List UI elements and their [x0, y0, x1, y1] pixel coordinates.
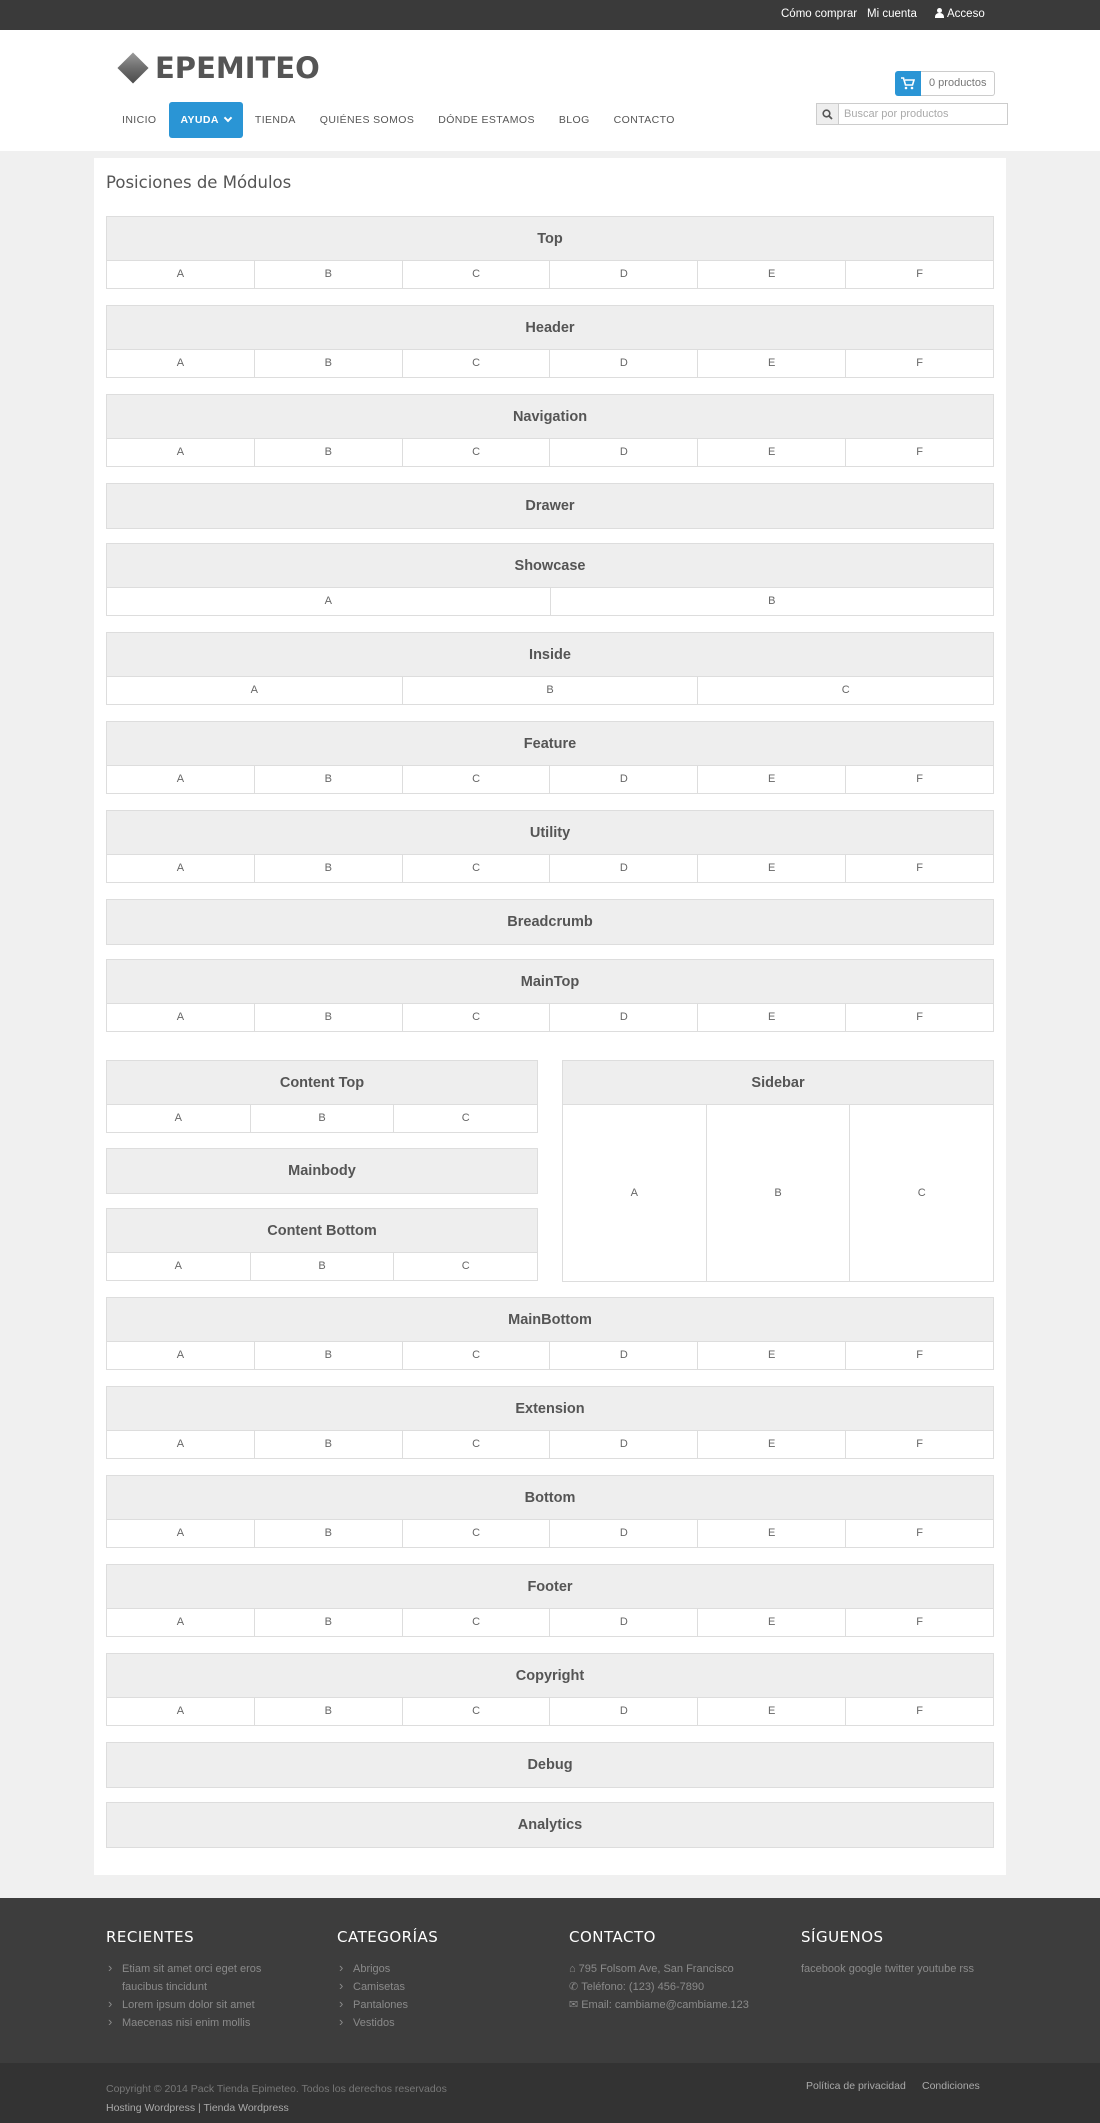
module-title: Top: [107, 217, 993, 261]
footer-recientes-title: RECIENTES: [106, 1928, 195, 1946]
module-drawer: [106, 483, 994, 529]
module-position-cell: F: [916, 773, 923, 785]
module-position-cell: D: [550, 1520, 698, 1547]
footer-siguenos-title: SÍGUENOS: [801, 1928, 884, 1946]
category-link[interactable]: › Pantalones: [337, 1996, 557, 2014]
my-account-link[interactable]: Mi cuenta: [867, 8, 917, 20]
module-positions-row: [107, 261, 993, 288]
module-position-cell: A: [107, 261, 255, 288]
module-position-cell: C: [403, 1004, 551, 1031]
module-positions-row: [107, 855, 993, 882]
nav-item-label: AYUDA: [180, 114, 219, 126]
hosting-link[interactable]: Hosting Wordpress: [106, 2102, 196, 2114]
module-position-cell: E: [698, 766, 846, 793]
module-position-cell: D: [550, 766, 698, 793]
module-position-cell: B: [255, 855, 403, 882]
contact-email[interactable]: [569, 1996, 789, 2014]
recent-post-link[interactable]: › Etiam sit amet orci eget eros faucibus tincidunt: [106, 1960, 281, 1996]
module-position-cell: C: [403, 261, 551, 288]
cart-icon: [895, 71, 921, 96]
module-position-cell: E: [698, 1698, 846, 1725]
module-position-cell: B: [707, 1105, 851, 1281]
module-content-bottom: [106, 1208, 538, 1281]
module-position-cell: A: [107, 1520, 255, 1547]
module-title: Breadcrumb: [107, 900, 993, 944]
module-title: Utility: [107, 811, 993, 855]
module-positions-row: [107, 1342, 993, 1369]
module-position-cell: E: [698, 1609, 846, 1636]
copyright-text: Copyright © 2014 Pack Tienda Epimeteo. Todos los derechos reservados: [106, 2083, 447, 2095]
module-title: MainTop: [107, 960, 993, 1004]
recent-post-link[interactable]: › Maecenas nisi enim mollis: [106, 2014, 326, 2032]
footer-categorias-title: CATEGORÍAS: [337, 1928, 439, 1946]
login-link[interactable]: [935, 8, 985, 20]
module-positions-row: [107, 1609, 993, 1636]
module-copyright: [106, 1653, 994, 1726]
module-positions-row: [107, 1698, 993, 1725]
module-showcase: [106, 543, 994, 616]
module-position-cell: F: [916, 1011, 923, 1023]
module-utility: [106, 810, 994, 883]
module-top: [106, 216, 994, 289]
module-position-cell: D: [550, 439, 698, 466]
social-links[interactable]: facebook google twitter youtube rss: [801, 1963, 975, 1975]
module-position-cell: C: [403, 350, 551, 377]
module-position-cell: D: [550, 1609, 698, 1636]
contact-phone-text: Teléfono: (123) 456-7890: [581, 1981, 705, 1993]
module-title: Content Bottom: [107, 1209, 537, 1253]
module-position-cell: B: [255, 766, 403, 793]
module-position-cell: C: [403, 1609, 551, 1636]
module-positions-row: [107, 766, 993, 793]
module-positions-row: [563, 1105, 993, 1281]
module-title: Mainbody: [107, 1149, 537, 1193]
category-link[interactable]: › Vestidos: [337, 2014, 557, 2032]
envelope-icon: ✉: [569, 1999, 579, 2011]
module-position-cell: C: [841, 684, 850, 696]
bottom-links: [106, 2099, 447, 2118]
module-positions-row: [107, 677, 993, 704]
module-position-cell: E: [698, 1342, 846, 1369]
module-position-cell: D: [550, 261, 698, 288]
module-position-cell: A: [107, 1698, 255, 1725]
module-position-cell: A: [107, 1431, 255, 1458]
conditions-link[interactable]: Condiciones: [922, 2080, 980, 2092]
nav-item-label: BLOG: [558, 114, 590, 126]
phone-icon: ✆: [569, 1981, 579, 1993]
module-position-cell: F: [916, 1438, 923, 1450]
module-position-cell: B: [255, 439, 403, 466]
nav-item-contacto[interactable]: [602, 102, 687, 138]
module-position-cell: A: [107, 677, 403, 704]
module-position-cell: A: [107, 350, 255, 377]
module-position-cell: E: [698, 439, 846, 466]
nav-item-quienes-somos[interactable]: [308, 102, 426, 138]
module-position-cell: C: [403, 1520, 551, 1547]
recent-post-link[interactable]: › Lorem ipsum dolor sit amet: [106, 1996, 326, 2014]
module-position-cell: D: [550, 1342, 698, 1369]
module-title: Bottom: [107, 1476, 993, 1520]
module-positions-row: [107, 439, 993, 466]
module-position-cell: C: [403, 1698, 551, 1725]
module-title: Navigation: [107, 395, 993, 439]
shop-link[interactable]: Tienda Wordpress: [203, 2102, 289, 2114]
module-positions-row: [107, 1520, 993, 1547]
site-footer: [0, 1898, 1100, 2063]
module-title: Drawer: [107, 484, 993, 528]
nav-item-donde-estamos[interactable]: [426, 102, 547, 138]
main-nav: [110, 102, 687, 138]
page-title: Posiciones de Módulos: [106, 173, 292, 192]
module-position-cell: A: [563, 1105, 707, 1281]
module-position-cell: B: [251, 1253, 395, 1280]
module-title: Content Top: [107, 1061, 537, 1105]
module-position-cell: F: [916, 862, 923, 874]
module-position-cell: A: [107, 1253, 251, 1280]
nav-item-inicio[interactable]: [110, 102, 169, 138]
module-navigation: [106, 394, 994, 467]
main-content: [94, 158, 1006, 1875]
module-position-cell: B: [255, 350, 403, 377]
module-positions-row: [107, 1004, 993, 1031]
cart-count: 0 productos: [921, 71, 995, 96]
product-search: [816, 103, 1008, 125]
how-to-buy-link[interactable]: Cómo comprar: [781, 8, 858, 20]
module-mainbody: [106, 1148, 538, 1194]
module-position-cell: B: [255, 1431, 403, 1458]
home-icon: ⌂: [569, 1963, 576, 1975]
link-separator: |: [198, 2102, 201, 2114]
module-position-cell: E: [698, 1004, 846, 1031]
module-title: MainBottom: [107, 1298, 993, 1342]
footer-contacto-title: CONTACTO: [569, 1928, 656, 1946]
module-position-cell: A: [107, 588, 551, 615]
module-maintop: [106, 959, 994, 1032]
module-title: Feature: [107, 722, 993, 766]
module-position-cell: C: [461, 1112, 470, 1124]
module-title: Header: [107, 306, 993, 350]
module-title: Footer: [107, 1565, 993, 1609]
nav-item-ayuda[interactable]: [169, 102, 243, 138]
module-positions-row: [107, 1253, 537, 1280]
module-position-cell: A: [107, 1105, 251, 1132]
module-position-cell: D: [550, 1431, 698, 1458]
module-position-cell: F: [916, 1616, 923, 1628]
search-icon[interactable]: [816, 103, 838, 125]
module-position-cell: D: [550, 1698, 698, 1725]
module-position-cell: E: [698, 855, 846, 882]
contact-phone: [569, 1978, 789, 1996]
footer-siguenos: [801, 1928, 1021, 1978]
category-link[interactable]: › Abrigos: [337, 1960, 557, 1978]
module-position-cell: B: [403, 677, 699, 704]
nav-item-label: QUIÉNES SOMOS: [319, 114, 415, 126]
module-position-cell: F: [916, 1349, 923, 1361]
module-position-cell: D: [550, 1004, 698, 1031]
footer-recientes: [106, 1928, 326, 2032]
module-position-cell: C: [403, 1342, 551, 1369]
module-position-cell: C: [461, 1260, 470, 1272]
module-position-cell: A: [107, 1609, 255, 1636]
module-extension: [106, 1386, 994, 1459]
module-position-cell: A: [107, 855, 255, 882]
nav-item-label: TIENDA: [254, 114, 296, 126]
module-position-cell: E: [698, 350, 846, 377]
module-position-cell: F: [916, 1705, 923, 1717]
contact-address: [569, 1960, 789, 1978]
module-position-cell: C: [403, 766, 551, 793]
nav-item-blog[interactable]: [547, 102, 602, 138]
module-footer: [106, 1564, 994, 1637]
module-title: Showcase: [107, 544, 993, 588]
nav-item-label: DÓNDE ESTAMOS: [438, 114, 535, 126]
logo-diamond-icon: [117, 52, 148, 83]
module-position-cell: F: [916, 357, 923, 369]
module-position-cell: B: [255, 1342, 403, 1369]
module-position-cell: E: [698, 261, 846, 288]
module-position-cell: B: [255, 1004, 403, 1031]
module-position-cell: B: [255, 1520, 403, 1547]
module-mainbottom: [106, 1297, 994, 1370]
user-icon: [935, 8, 944, 18]
module-position-cell: F: [916, 446, 923, 458]
module-position-cell: B: [251, 1105, 395, 1132]
top-bar: [0, 0, 1100, 30]
module-title: Sidebar: [563, 1061, 993, 1105]
module-content-top: [106, 1060, 538, 1133]
contact-email-text: Email: cambiame@cambiame.123: [581, 1999, 749, 2011]
module-title: Analytics: [107, 1803, 993, 1847]
module-position-cell: D: [550, 855, 698, 882]
module-position-cell: A: [107, 1004, 255, 1031]
module-position-cell: A: [107, 439, 255, 466]
module-sidebar: [562, 1060, 994, 1282]
module-analytics: [106, 1802, 994, 1848]
module-title: Copyright: [107, 1654, 993, 1698]
login-label: Acceso: [947, 8, 985, 20]
nav-item-tienda[interactable]: [243, 102, 308, 138]
module-inside: [106, 632, 994, 705]
module-breadcrumb: [106, 899, 994, 945]
module-positions-row: [107, 1431, 993, 1458]
module-title: Extension: [107, 1387, 993, 1431]
module-position-cell: C: [403, 855, 551, 882]
module-position-cell: B: [255, 261, 403, 288]
module-bottom: [106, 1475, 994, 1548]
contact-address-text: 795 Folsom Ave, San Francisco: [578, 1963, 734, 1975]
module-position-cell: B: [255, 1698, 403, 1725]
module-title: Inside: [107, 633, 993, 677]
module-position-cell: B: [255, 1609, 403, 1636]
module-header: [106, 305, 994, 378]
cart-button[interactable]: [895, 71, 995, 96]
module-feature: [106, 721, 994, 794]
module-position-cell: E: [698, 1431, 846, 1458]
copyright-block: [106, 2080, 447, 2118]
nav-item-label: INICIO: [122, 114, 157, 126]
module-position-cell: F: [916, 268, 923, 280]
module-title: Debug: [107, 1743, 993, 1787]
module-position-cell: D: [550, 350, 698, 377]
site-logo[interactable]: [118, 48, 320, 88]
chevron-down-icon: [224, 114, 232, 122]
module-debug: [106, 1742, 994, 1788]
module-positions-row: [107, 350, 993, 377]
nav-item-label: CONTACTO: [613, 114, 675, 126]
module-positions-row: [107, 1105, 537, 1132]
module-position-cell: F: [916, 1527, 923, 1539]
category-link[interactable]: › Camisetas: [337, 1978, 557, 1996]
footer-categorias: [337, 1928, 557, 2032]
module-position-cell: E: [698, 1520, 846, 1547]
module-position-cell: C: [917, 1187, 926, 1199]
logo-text: EPEMITEO: [155, 51, 320, 85]
module-position-cell: C: [403, 1431, 551, 1458]
bottom-bar: [0, 2063, 1100, 2123]
footer-contacto: [569, 1928, 789, 2014]
module-position-cell: C: [403, 439, 551, 466]
privacy-link[interactable]: Política de privacidad: [806, 2080, 906, 2092]
module-position-cell: A: [107, 1342, 255, 1369]
search-input[interactable]: [838, 103, 1008, 125]
site-header: [0, 30, 1100, 151]
module-positions-row: [107, 588, 993, 615]
module-position-cell: A: [107, 766, 255, 793]
module-position-cell: B: [768, 595, 776, 607]
